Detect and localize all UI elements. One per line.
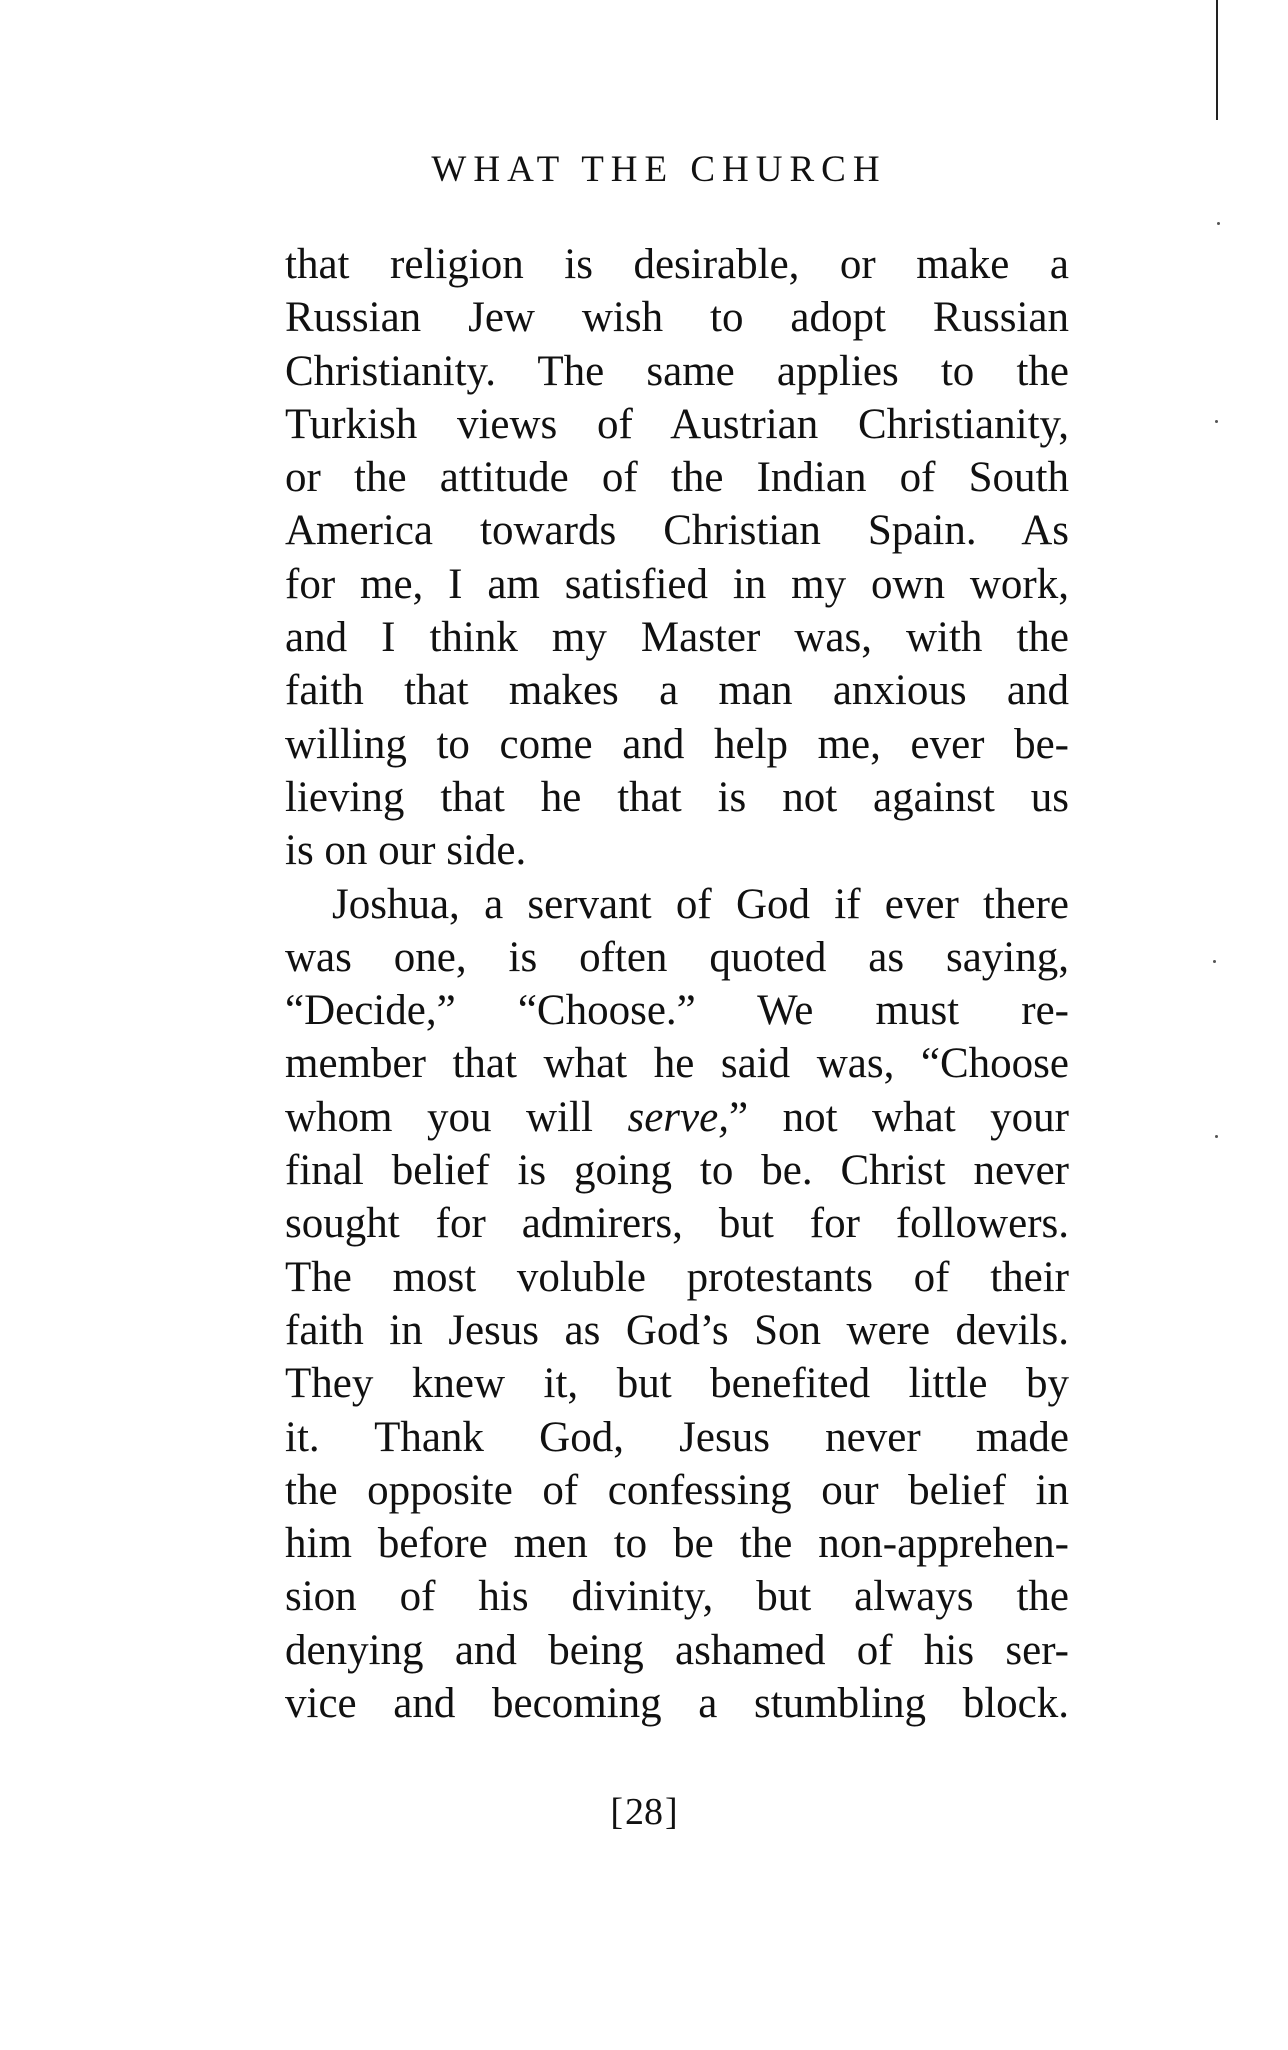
text-line: Russian Jew wish to adopt Russian	[285, 294, 1069, 342]
text-line: lieving that he that is not against us	[285, 773, 1069, 821]
text-line: Christianity. The same applies to the	[285, 347, 1069, 395]
text-line: member that what he said was, “Choose	[285, 1040, 1069, 1088]
folio-bracket-open: [	[610, 1791, 623, 1833]
text-line: America towards Christian Spain. As	[285, 507, 1069, 555]
text-line: faith in Jesus as God’s Son were devils.	[285, 1306, 1069, 1354]
text-line: They knew it, but benefited little by	[285, 1360, 1069, 1408]
scan-speck	[1217, 222, 1220, 225]
scan-speck	[1215, 420, 1218, 423]
text-line: sought for admirers, but for followers.	[285, 1200, 1069, 1248]
running-head: WHAT THE CHURCH	[431, 149, 887, 190]
text-line: the opposite of confessing our belief in	[285, 1466, 1069, 1514]
text-line: that religion is desirable, or make a	[285, 241, 1069, 288]
scan-speck	[1215, 1135, 1218, 1138]
text-line: “Decide,” “Choose.” We must re-	[285, 987, 1069, 1035]
text-line: sion of his divinity, but always the	[285, 1573, 1069, 1621]
text-line: The most voluble protestants of their	[285, 1253, 1069, 1301]
folio-number: 28	[625, 1791, 663, 1833]
line-segment: ” not what your	[728, 1093, 1069, 1141]
scan-edge-line	[1216, 0, 1218, 120]
text-line: him before men to be the non-apprehen-	[285, 1520, 1069, 1568]
text-line: final belief is going to be. Christ never	[285, 1147, 1069, 1195]
line-segment: whom you will	[285, 1093, 628, 1141]
page-number	[0, 1790, 1288, 1834]
text-line: it. Thank God, Jesus never made	[285, 1413, 1069, 1461]
scan-speck	[1213, 960, 1216, 963]
text-line: and I think my Master was, with the	[285, 614, 1069, 662]
text-line: Turkish views of Austrian Christianity,	[285, 400, 1069, 448]
text-line: faith that makes a man anxious and	[285, 667, 1069, 715]
text-line: denying and being ashamed of his ser-	[285, 1626, 1069, 1674]
text-line: vice and becoming a stumbling block.	[285, 1680, 1069, 1728]
text-line: for me, I am satisfied in my own work,	[285, 560, 1069, 608]
text-line: Joshua, a servant of God if ever there	[332, 880, 1069, 928]
body-text	[285, 238, 1069, 1730]
text-line-italic	[285, 1091, 1069, 1144]
text-line: or the attitude of the Indian of South	[285, 454, 1069, 502]
text-line: was one, is often quoted as saying,	[285, 933, 1069, 981]
text-line: is on our side.	[285, 827, 527, 875]
text-line: willing to come and help me, ever be-	[285, 720, 1069, 768]
folio-bracket-close: ]	[665, 1791, 678, 1833]
italic-word: serve,	[627, 1093, 729, 1141]
